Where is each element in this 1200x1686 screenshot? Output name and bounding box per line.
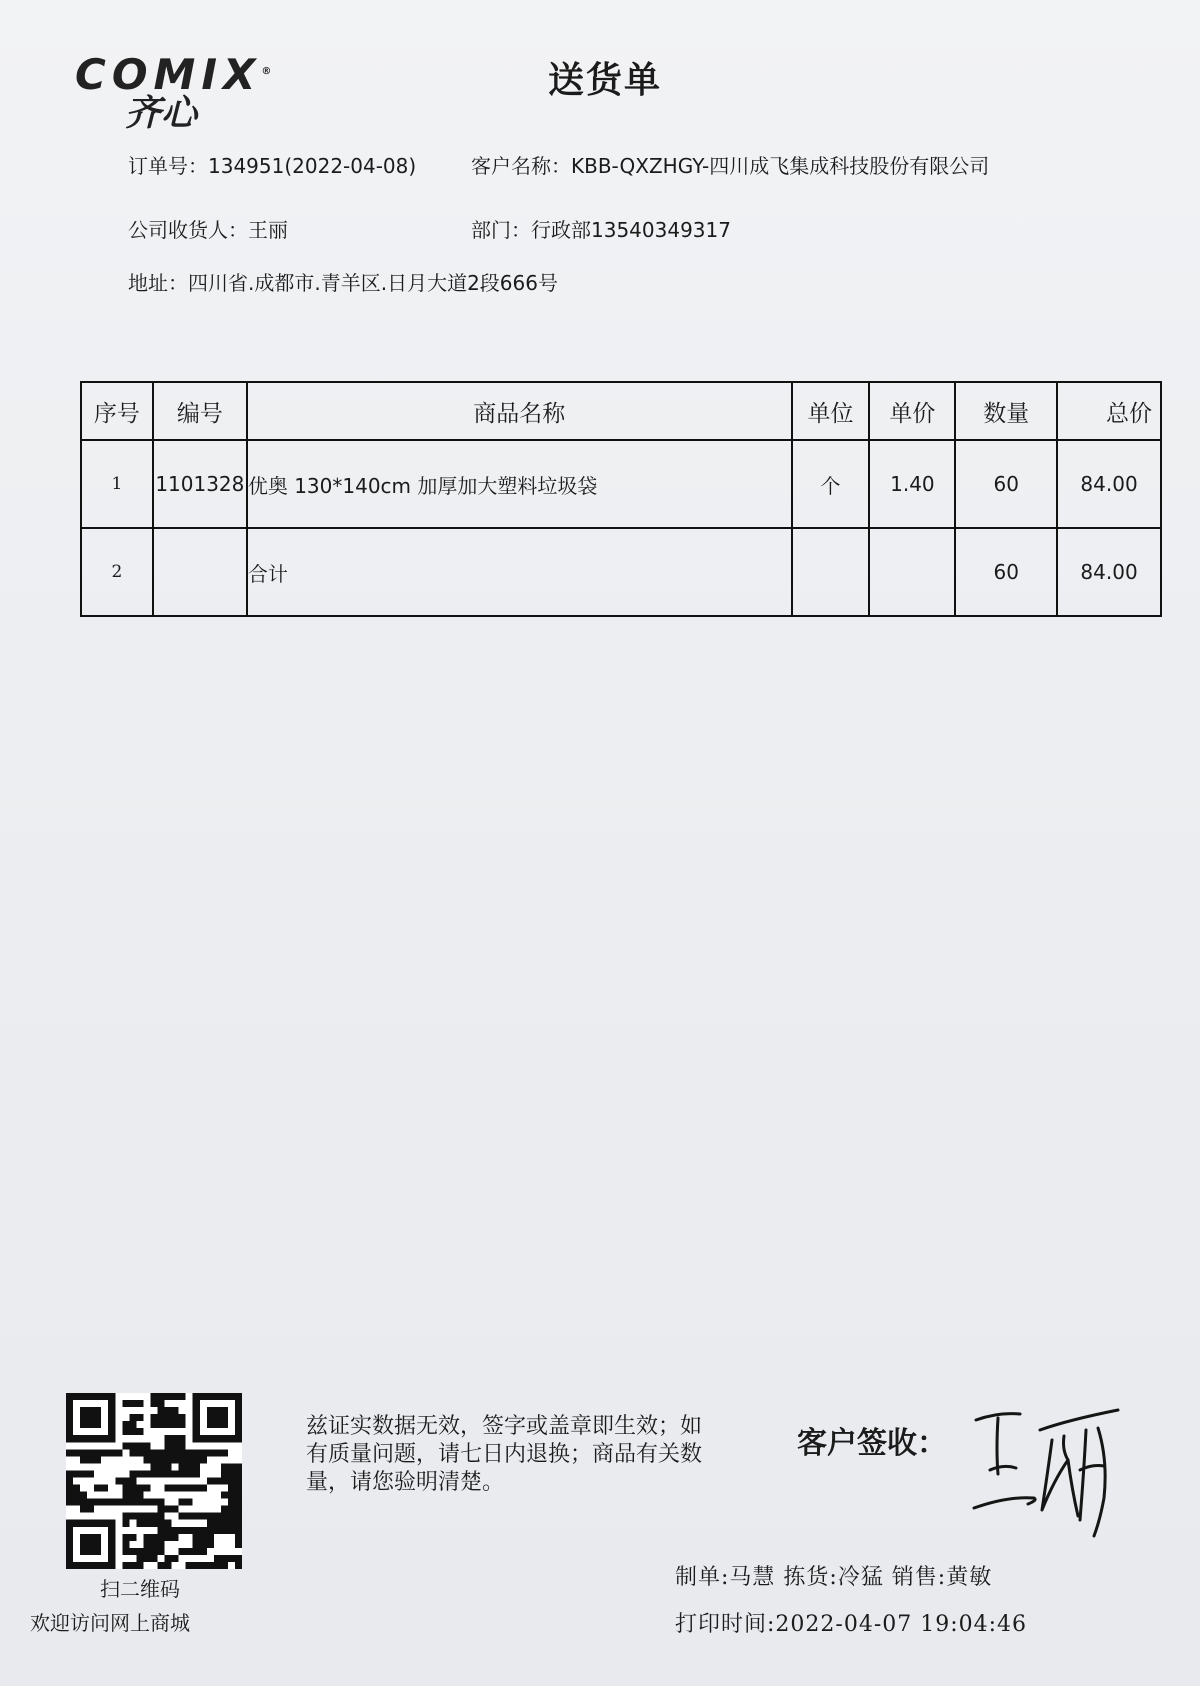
cell-total: 84.00 bbox=[1057, 440, 1161, 528]
cell-quantity: 60 bbox=[955, 440, 1057, 528]
header-index: 序号 bbox=[81, 382, 153, 440]
cell-product-name: 合计 bbox=[247, 528, 792, 616]
order-number: 订单号：134951(2022-04-08) bbox=[128, 154, 417, 178]
customer-name: 客户名称：KBB-QXZHGY-四川成飞集成科技股份有限公司 bbox=[471, 154, 990, 178]
table-header-row bbox=[81, 382, 1161, 440]
header-code: 编号 bbox=[153, 382, 247, 440]
cell-unit-price bbox=[869, 528, 955, 616]
page-title: 送货单 bbox=[548, 60, 663, 101]
handwritten-signature bbox=[968, 1400, 1128, 1540]
receiver-name: 公司收货人：王丽 bbox=[128, 218, 288, 242]
cell-index: 1 bbox=[81, 440, 153, 528]
cell-quantity: 60 bbox=[955, 528, 1057, 616]
staff-info: 制单:马慧 拣货:冷猛 销售:黄敏 bbox=[675, 1565, 993, 1590]
cell-index: 2 bbox=[81, 528, 153, 616]
cell-total: 84.00 bbox=[1057, 528, 1161, 616]
logo-english: COMIX® bbox=[75, 50, 278, 99]
qr-caption-scan: 扫二维码 bbox=[100, 1577, 180, 1601]
header-unit: 单位 bbox=[792, 382, 870, 440]
qr-caption-shop: 欢迎访问网上商城 bbox=[30, 1611, 190, 1635]
table-row bbox=[81, 440, 1161, 528]
logo-chinese: 齐心 bbox=[125, 93, 198, 134]
goods-table bbox=[80, 381, 1162, 617]
header-unit-price: 单价 bbox=[869, 382, 955, 440]
print-time: 打印时间:2022-04-07 19:04:46 bbox=[675, 1612, 1028, 1637]
cell-unit-price: 1.40 bbox=[869, 440, 955, 528]
qr-code bbox=[66, 1393, 242, 1569]
cell-product-name: 优奥 130*140cm 加厚加大塑料垃圾袋 bbox=[247, 440, 792, 528]
header-total: 总价 bbox=[1057, 382, 1161, 440]
table-row bbox=[81, 528, 1161, 616]
cell-code bbox=[153, 528, 247, 616]
signature-label: 客户签收： bbox=[797, 1426, 947, 1461]
header-quantity: 数量 bbox=[955, 382, 1057, 440]
header-product-name: 商品名称 bbox=[247, 382, 792, 440]
cell-unit bbox=[792, 528, 870, 616]
department: 部门：行政部13540349317 bbox=[471, 218, 731, 242]
cell-unit: 个 bbox=[792, 440, 870, 528]
delivery-address: 地址：四川省.成都市.青羊区.日月大道2段666号 bbox=[128, 271, 558, 295]
notice-text: 兹证实数据无效，签字或盖章即生效；如有质量问题，请七日内退换；商品有关数量，请您验明清楚。 bbox=[306, 1414, 703, 1495]
comix-logo bbox=[75, 50, 315, 140]
cell-code: 1101328 bbox=[153, 440, 247, 528]
